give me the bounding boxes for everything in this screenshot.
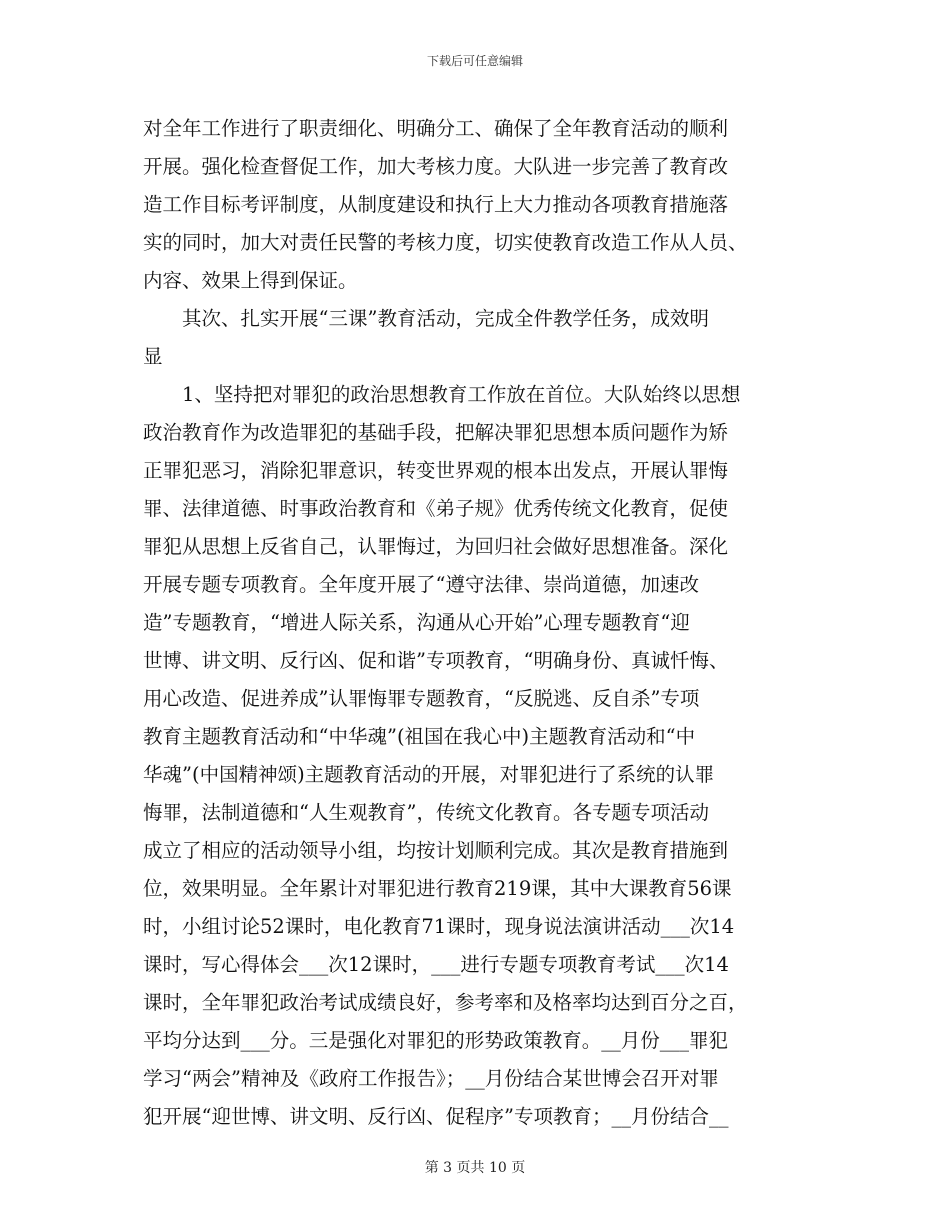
document-body [143, 110, 807, 1136]
text-line: 政治教育作为改造罪犯的基础手段，把解决罪犯思想本质问题作为矫 [143, 421, 729, 444]
text-line: 开展。强化检查督促工作，加大考核力度。大队进一步完善了教育改 [143, 155, 729, 178]
text-line: 对全年工作进行了职责细化、明确分工、确保了全年教育活动的顺利 [143, 117, 729, 140]
text-line: 其次、扎实开展“三课”教育活动，完成全件教学任务，成效明 [143, 307, 709, 330]
text-line: 平均分达到___分。三是强化对罪犯的形势政策教育。__月份___罪犯 [143, 1029, 729, 1052]
text-line: 正罪犯恶习，消除犯罪意识，转变世界观的根本出发点，开展认罪悔 [143, 459, 729, 482]
text-line: 成立了相应的活动领导小组，均按计划顺利完成。其次是教育措施到 [143, 839, 729, 862]
text-line: 犯开展“迎世博、讲文明、反行凶、促程序”专项教育；__月份结合__ [143, 1105, 729, 1128]
text-line: 造”专题教育，“增进人际关系，沟通从心开始”心理专题教育“迎 [143, 611, 690, 634]
text-line: 开展专题专项教育。全年度开展了“遵守法律、崇尚道德，加速改 [143, 573, 699, 596]
text-line: 实的同时，加大对责任民警的考核力度，切实使教育改造工作从人员、 [143, 231, 748, 254]
text-line: 1、坚持把对罪犯的政治思想教育工作放在首位。大队始终以思想 [143, 383, 741, 406]
text-line: 时，小组讨论52课时，电化教育71课时，现身说法演讲活动___次14 [143, 915, 735, 938]
page-footer: 第 3 页共 10 页 [424, 1160, 526, 1176]
text-line: 位，效果明显。全年累计对罪犯进行教育219课，其中大课教育56课 [143, 877, 732, 900]
text-line: 课时，写心得体会___次12课时，___进行专题专项教育考试___次14 [143, 953, 729, 976]
text-line: 课时，全年罪犯政治考试成绩良好，参考率和及格率均达到百分之百， [143, 991, 748, 1014]
text-line: 学习“两会”精神及《政府工作报告》；__月份结合某世博会召开对罪 [143, 1067, 719, 1090]
text-line: 悔罪，法制道德和“人生观教育”，传统文化教育。各专题专项活动 [143, 801, 709, 824]
text-line: 用心改造、促进养成”认罪悔罪专题教育，“反脱逃、反自杀”专项 [143, 687, 700, 710]
text-line: 显 [143, 345, 163, 368]
text-line: 教育主题教育活动和“中华魂”(祖国在我心中)主题教育活动和“中 [143, 725, 696, 748]
text-line: 罪、法律道德、时事政治教育和《弟子规》优秀传统文化教育，促使 [143, 497, 729, 520]
text-line: 内容、效果上得到保证。 [143, 269, 358, 292]
text-line: 华魂”(中国精神颂)主题教育活动的开展，对罪犯进行了系统的认罪 [143, 763, 715, 786]
text-line: 罪犯从思想上反省自己，认罪悔过，为回归社会做好思想准备。深化 [143, 535, 729, 558]
page-header: 下载后可任意编辑 [426, 54, 523, 68]
text-line: 造工作目标考评制度，从制度建设和执行上大力推动各项教育措施落 [143, 193, 729, 216]
text-line: 世博、讲文明、反行凶、促和谐”专项教育，“明确身份、真诚忏悔、 [143, 649, 729, 672]
